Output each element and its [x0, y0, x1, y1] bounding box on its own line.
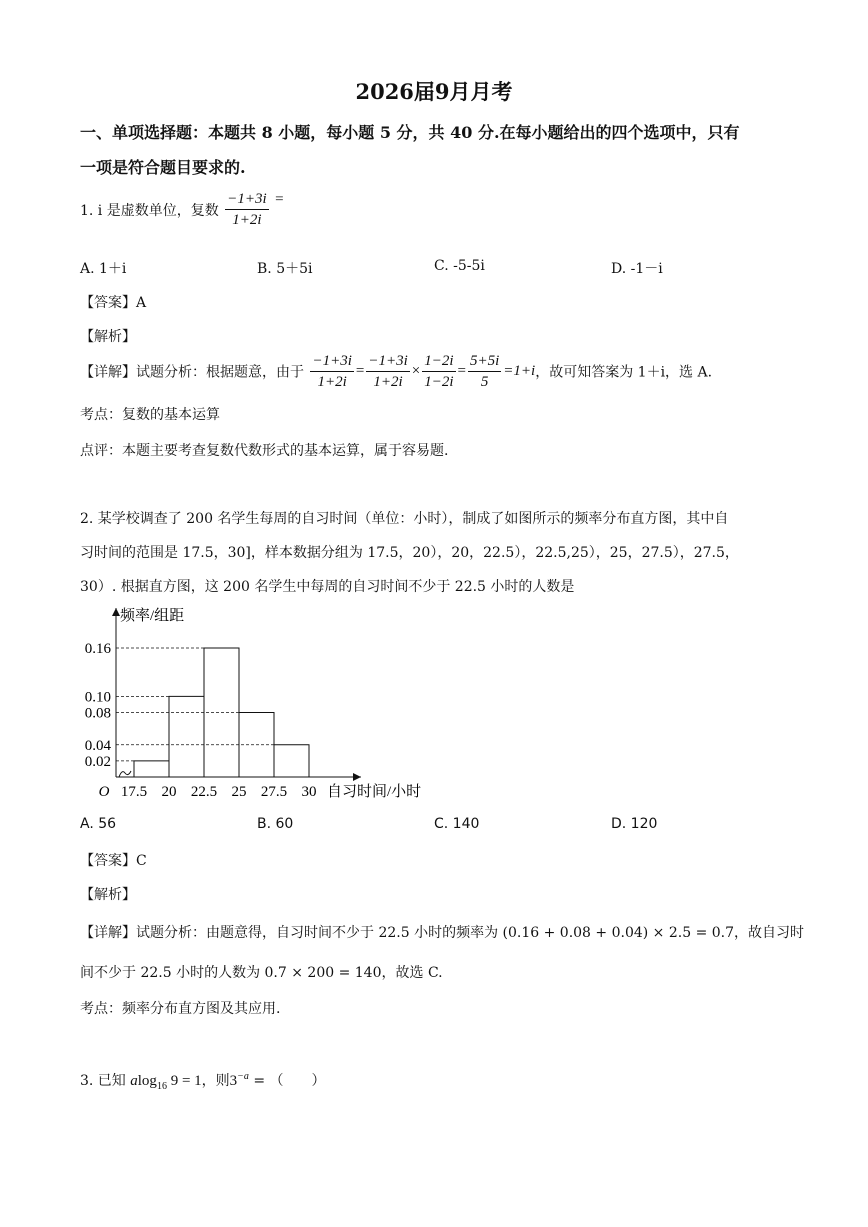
histogram-bar	[169, 696, 204, 777]
q1-dianping: 点评：本题主要考查复数代数形式的基本运算，属于容易题.	[80, 443, 449, 459]
frac-num: 1−2i	[422, 352, 455, 372]
q2-stem-line3: 30）. 根据直方图，这 200 名学生中每周的自习时间不少于 22.5 小时的人数是	[80, 579, 575, 595]
frac-den: 1+2i	[317, 374, 347, 390]
q2-option-d: D. 120	[611, 816, 658, 832]
y-tick-label: 0.10	[84, 689, 111, 706]
question-1-equals: =	[275, 191, 284, 208]
q1-detail-result: =1+i	[503, 363, 536, 379]
q1-detail-prefix: 【详解】试题分析：根据题意，由于	[80, 364, 304, 381]
y-tick-label: 0.08	[84, 705, 111, 722]
x-tick-label: 22.5	[190, 784, 218, 800]
q1-option-a: A. 1＋i	[80, 261, 127, 277]
x-tick-label: 30	[301, 784, 317, 800]
y-tick-label: 0.04	[84, 737, 111, 754]
q2-stem-line2: 习时间的范围是 17.5，30]，样本数据分组为 17.5，20），20，22.5），22.5,25），25，27.5），27.5，	[80, 545, 739, 561]
page-title: 2026届9月月考	[355, 79, 513, 104]
q3-tail: = （ ）	[248, 1073, 326, 1089]
q1-detail-frac-1	[310, 352, 353, 391]
frac-den: 1+2i	[373, 374, 403, 390]
q2-analysis-label: 【解析】	[80, 887, 136, 903]
histogram-chart	[70, 598, 470, 808]
y-tick-label: 0.02	[84, 753, 111, 770]
equals-sign: =	[355, 363, 365, 379]
question-1-prefix: 1. i 是虚数单位，复数	[80, 202, 219, 219]
x-tick-label: 20	[161, 784, 177, 800]
q1-detail-frac-2	[366, 352, 409, 391]
frac-num: −1+3i	[310, 352, 353, 372]
q3-power	[230, 1073, 249, 1089]
section-heading-line1: 一、单项选择题：本题共 8 小题，每小题 5 分，共 40 分.在每小题给出的四个选项中，只有	[80, 123, 740, 142]
q3-pow-exp: −a	[237, 1071, 249, 1082]
x-axis-title: 自习时间/小时	[327, 784, 422, 800]
y-tick-label: 0.16	[84, 641, 111, 657]
origin-label: O	[98, 784, 110, 800]
equals-sign: =	[457, 363, 466, 379]
q2-detail-line2: 间不少于 22.5 小时的人数为 0.7 × 200 = 140，故选 C.	[80, 965, 443, 981]
q3-mid: ，则	[201, 1073, 230, 1089]
q3-log-base: 16	[156, 1081, 167, 1092]
x-tick-label: 25	[231, 784, 247, 800]
question-1-frac-num: −1+3i	[225, 190, 268, 210]
y-axis-title: 频率/组距	[120, 608, 185, 624]
q2-detail-line1: 【详解】试题分析：由题意得，自习时间不少于 22.5 小时的频率为 (0.16 + 0.08 + 0.04) × 2.5 = 0.7，故自习时	[80, 925, 805, 941]
y-axis-arrow	[112, 608, 120, 616]
histogram-bar	[134, 761, 169, 777]
q3-prefix: 3. 已知	[80, 1073, 126, 1089]
q2-option-c: C. 140	[434, 816, 480, 832]
frac-den: 1−2i	[424, 374, 454, 390]
q3-stem	[80, 1070, 326, 1092]
q1-detail-suffix: ，故可知答案为 1＋i，选 A.	[535, 364, 713, 381]
times-sign: ×	[411, 363, 421, 379]
q2-answer: 【答案】C	[80, 853, 147, 869]
q3-log: log	[137, 1073, 157, 1089]
section-heading-line2: 一项是符合题目要求的.	[80, 158, 246, 177]
q1-option-d: D. -1－i	[611, 261, 663, 277]
x-axis-arrow	[353, 773, 361, 781]
frac-den: 5	[480, 374, 489, 390]
q3-pow-base: 3	[229, 1073, 238, 1089]
q1-detail-frac-3	[422, 352, 455, 391]
q2-option-b: B. 60	[257, 816, 294, 832]
axis-break-mark	[119, 771, 131, 777]
q1-detail-frac-4	[468, 352, 501, 391]
q3-expression	[130, 1073, 202, 1092]
q1-option-b: B. 5＋5i	[257, 261, 313, 277]
histogram-bar	[274, 745, 309, 777]
q2-kaodian: 考点：频率分布直方图及其应用.	[80, 1001, 281, 1017]
frac-num: −1+3i	[366, 352, 409, 372]
q1-kaodian: 考点：复数的基本运算	[80, 407, 220, 423]
q1-answer: 【答案】A	[80, 295, 147, 311]
q2-stem-line1: 2. 某学校调查了 200 名学生每周的自习时间（单位：小时），制成了如图所示的频率分布直方图，其中自	[80, 511, 729, 527]
question-1-frac-den: 1+2i	[232, 212, 262, 228]
frac-num: 5+5i	[468, 352, 501, 372]
q3-var-a: a	[130, 1073, 138, 1089]
question-1-fraction	[225, 190, 268, 229]
q1-detail	[80, 352, 712, 391]
q2-option-a: A. 56	[80, 816, 117, 832]
q3-expr-rest: 9 = 1	[166, 1073, 202, 1089]
q1-option-c: C. -5-5i	[434, 258, 485, 274]
question-1-stem	[80, 190, 284, 229]
x-tick-label: 27.5	[260, 784, 288, 800]
x-tick-label: 17.5	[120, 784, 148, 800]
q1-analysis-label: 【解析】	[80, 329, 136, 345]
